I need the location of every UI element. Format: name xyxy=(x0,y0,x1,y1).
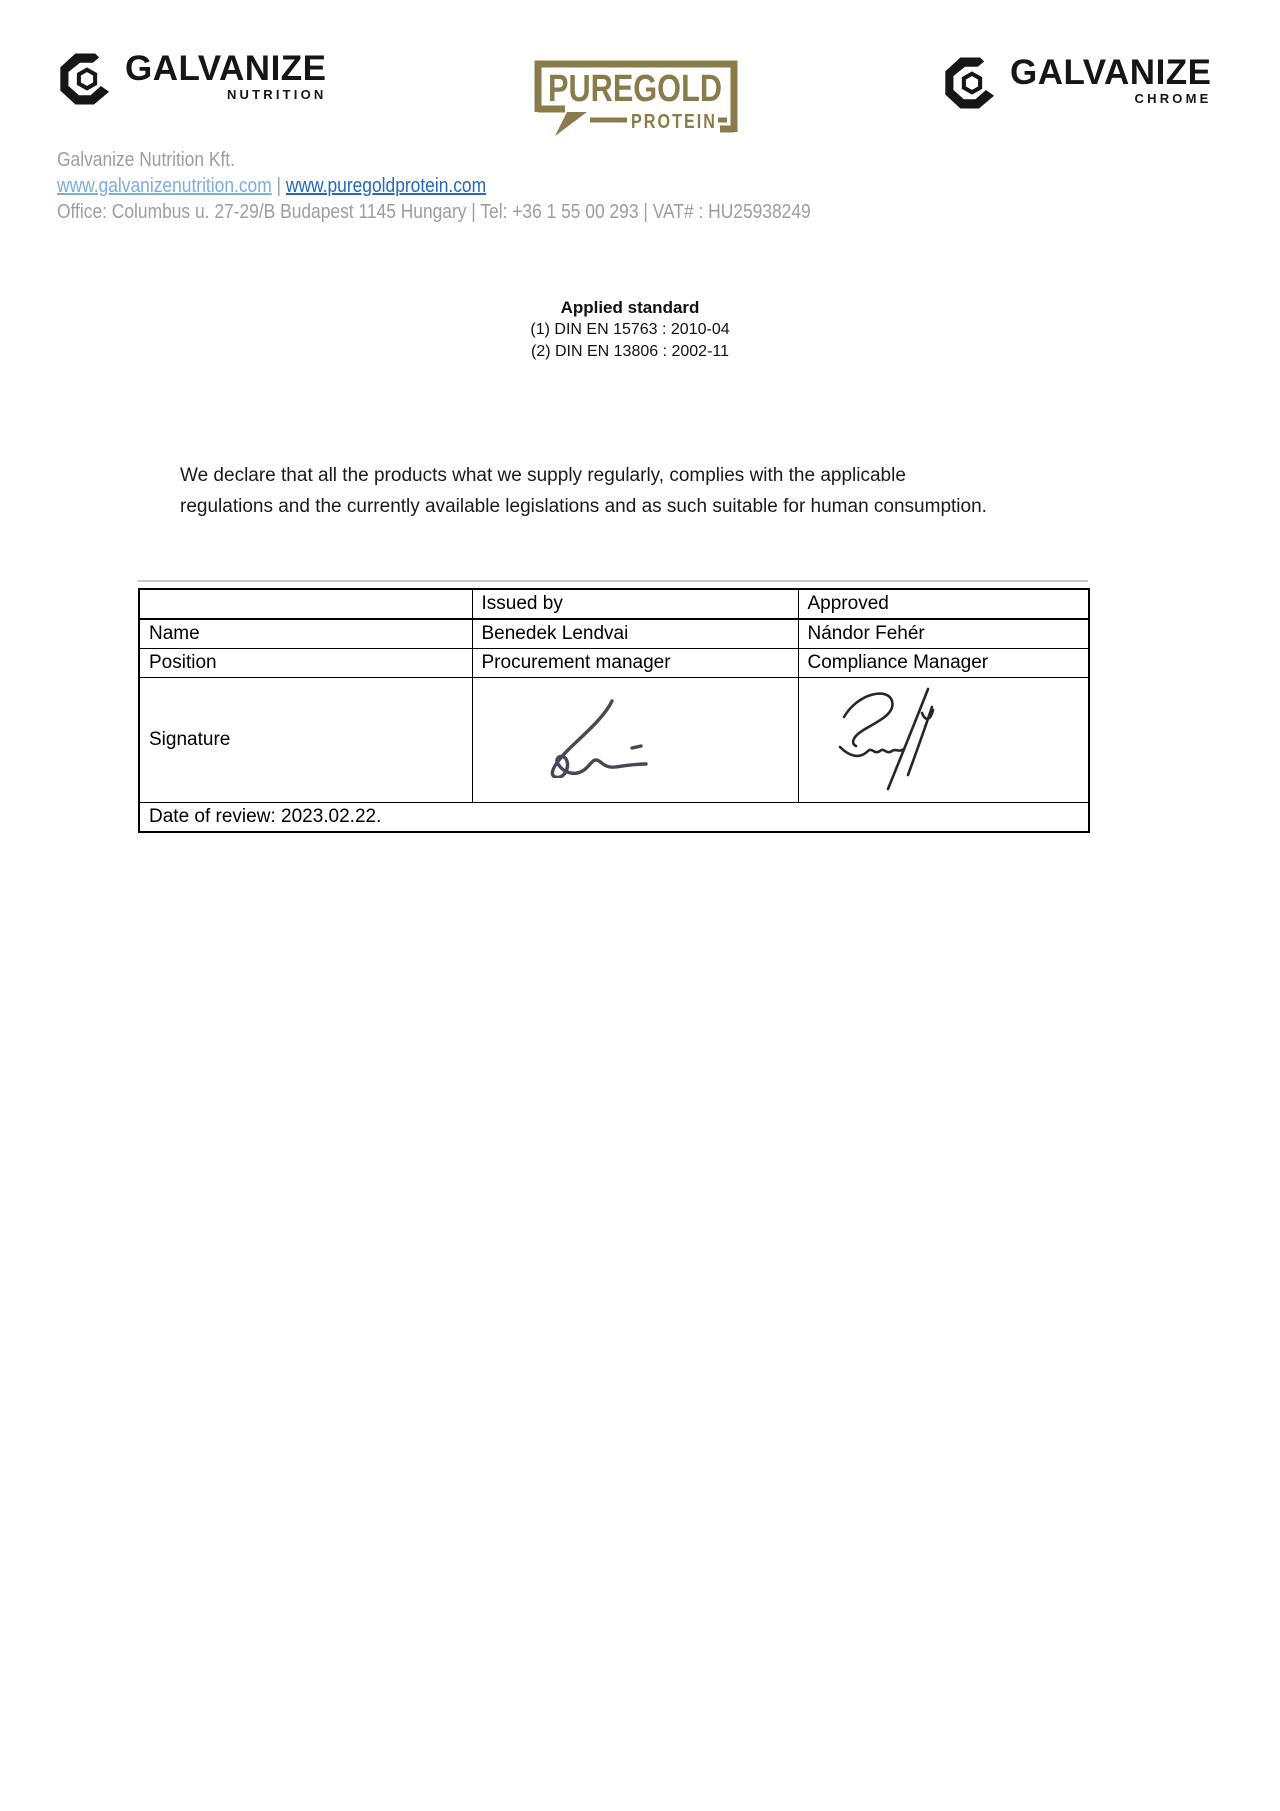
puregold-brand-text: PUREGOLD xyxy=(548,68,722,110)
date-of-review: Date of review: 2023.02.22. xyxy=(139,803,1089,833)
header-cell-approved: Approved xyxy=(798,589,1089,619)
table-top-shadow xyxy=(138,580,1088,582)
galvanize-nutrition-brand-text: GALVANIZE xyxy=(125,49,327,88)
table-row-signature xyxy=(139,678,1089,803)
galvanize-chrome-brand-text: GALVANIZE xyxy=(1010,53,1212,92)
standard-item-1: (1) DIN EN 15763 : 2010-04 xyxy=(530,321,730,338)
galvanize-chrome-tagline: CHROME xyxy=(1134,91,1212,106)
issued-signature xyxy=(524,698,674,778)
approved-signature-wave xyxy=(840,747,904,756)
declaration-line-1: We declare that all the products what we supply regularly, complies with the applicable xyxy=(180,465,906,486)
hex-nut-icon xyxy=(79,70,95,89)
signature-label: Signature xyxy=(139,678,472,803)
office-contact-line: Office: Columbus u. 27-29/B Budapest 1145 Hungary | Tel: +36 1 55 00 293 | VAT# : HU25938249 xyxy=(57,201,811,223)
approved-signature-cell xyxy=(798,678,1089,803)
position-label: Position xyxy=(139,649,472,678)
puregold-tagline: PROTEIN xyxy=(631,111,717,133)
link-puregoldprotein[interactable]: www.puregoldprotein.com xyxy=(285,175,487,197)
issued-signature-cell xyxy=(472,678,798,803)
applied-standard-block xyxy=(0,297,1260,363)
issued-name: Benedek Lendvai xyxy=(472,619,798,649)
website-links-line xyxy=(57,173,486,199)
puregold-protein-logo xyxy=(528,54,746,146)
approved-signature-flourish xyxy=(844,694,892,746)
name-label: Name xyxy=(139,619,472,649)
speech-tail-icon xyxy=(555,112,587,136)
approved-position: Compliance Manager xyxy=(798,649,1089,678)
header-cell-issued-by: Issued by xyxy=(472,589,798,619)
declaration-paragraph xyxy=(180,460,1160,522)
table-header-row xyxy=(139,589,1089,619)
signoff-table xyxy=(138,588,1090,833)
table-row-date xyxy=(139,803,1089,833)
header-cell-empty xyxy=(139,589,472,619)
galvanize-nutrition-logo xyxy=(58,49,327,106)
galvanize-nutrition-tagline: NUTRITION xyxy=(226,87,327,102)
issued-signature-dot xyxy=(632,746,641,748)
galvanize-hex-emblem-icon xyxy=(943,56,1001,110)
link-galvanizenutrition[interactable]: www.galvanizenutrition.com xyxy=(57,175,272,197)
galvanize-hex-emblem-icon xyxy=(58,52,116,106)
declaration-line-2: regulations and the currently available legislations and as such suitable for human consumption. xyxy=(180,496,987,517)
applied-standard-title: Applied standard xyxy=(560,298,700,317)
table-row-position xyxy=(139,649,1089,678)
standard-item-2: (2) DIN EN 13806 : 2002-11 xyxy=(530,343,730,360)
approved-name: Nándor Fehér xyxy=(798,619,1089,649)
issued-signature-stroke xyxy=(552,701,646,777)
link-separator: | xyxy=(276,175,282,197)
table-row-name xyxy=(139,619,1089,649)
issued-position: Procurement manager xyxy=(472,649,798,678)
approved-signature xyxy=(830,683,970,793)
hex-nut-icon xyxy=(964,74,980,93)
approved-signature-link xyxy=(922,710,933,719)
company-name: Galvanize Nutrition Kft. xyxy=(57,149,235,171)
galvanize-chrome-logo xyxy=(943,53,1212,110)
